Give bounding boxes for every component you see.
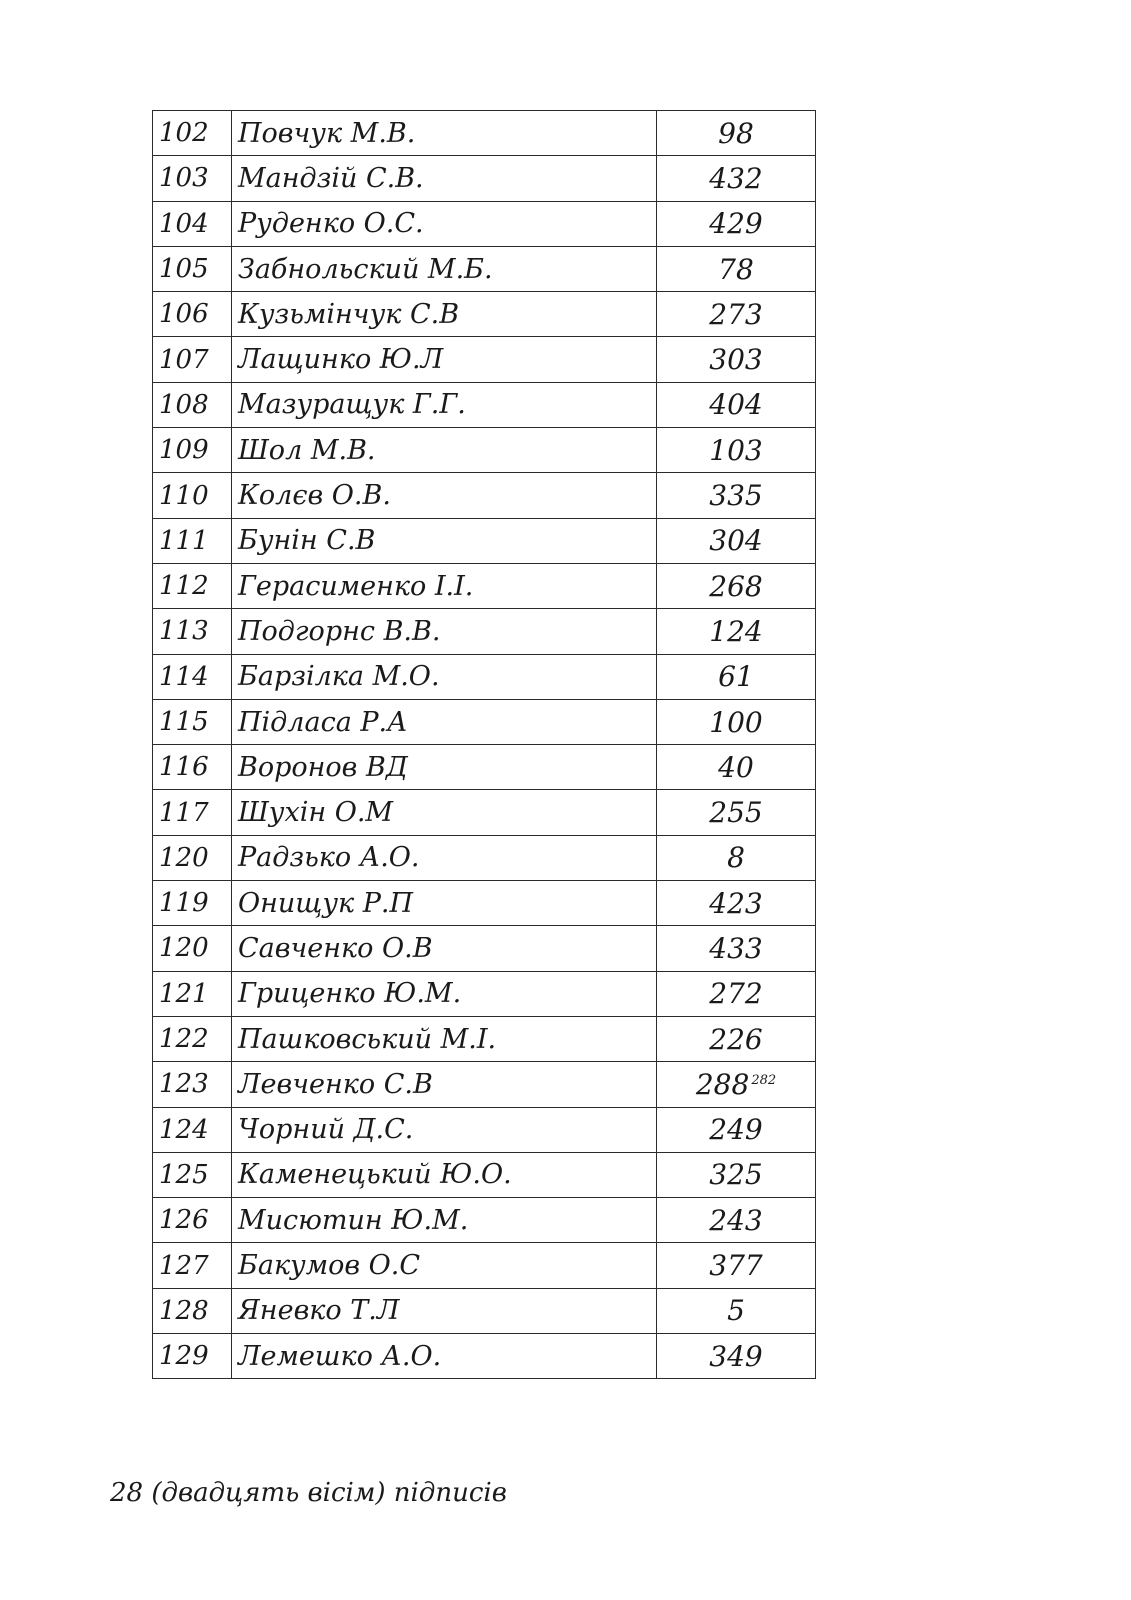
row-number: 129 [153,1334,232,1379]
person-name: Подгорнс В.В. [232,609,657,654]
row-number: 124 [153,1107,232,1152]
person-name: Бунін С.В [232,518,657,563]
table-row [153,654,816,699]
signature-number: 429 [709,207,763,241]
person-name: Шухін О.М [232,790,657,835]
signature-number: 103 [709,433,763,467]
signature-number: 8 [727,841,745,875]
row-number: 120 [153,926,232,971]
table-row [153,835,816,880]
person-name: Яневко Т.Л [232,1288,657,1333]
signature-value [657,881,816,926]
row-number: 106 [153,292,232,337]
signature-value [657,518,816,563]
signature-number: 5 [727,1294,745,1328]
table-row [153,428,816,473]
person-name: Підласа Р.А [232,699,657,744]
table-row [153,745,816,790]
row-number: 119 [153,881,232,926]
signature-number: 243 [709,1203,763,1237]
person-name: Чорний Д.С. [232,1107,657,1152]
signature-number: 304 [709,524,763,558]
table-row [153,111,816,156]
signature-value [657,382,816,427]
row-number: 111 [153,518,232,563]
table-row [153,971,816,1016]
signature-table [152,110,816,1379]
person-name: Барзілка М.О. [232,654,657,699]
signature-number: 349 [709,1339,763,1373]
row-number: 113 [153,609,232,654]
row-number: 116 [153,745,232,790]
table-row [153,1152,816,1197]
row-number: 108 [153,382,232,427]
signature-value [657,1334,816,1379]
table-row [153,1016,816,1061]
row-number: 105 [153,246,232,291]
signature-value [657,1016,816,1061]
row-number: 127 [153,1243,232,1288]
row-number: 109 [153,428,232,473]
signature-number: 303 [709,343,763,377]
signature-number: 423 [709,886,763,920]
person-name: Савченко О.В [232,926,657,971]
signature-number: 98 [718,116,754,150]
signature-number: 124 [709,614,763,648]
table-row [153,337,816,382]
table-row [153,790,816,835]
signature-value [657,111,816,156]
person-name: Онищук Р.П [232,881,657,926]
person-name: Забнольский М.Б. [232,246,657,291]
person-name: Лемешко А.О. [232,1334,657,1379]
signature-value [657,699,816,744]
row-number: 104 [153,201,232,246]
table-row [153,246,816,291]
row-number: 122 [153,1016,232,1061]
signature-number: 100 [709,705,763,739]
table-row [153,518,816,563]
row-number: 123 [153,1062,232,1107]
signature-number: 273 [709,297,763,331]
signature-number: 226 [709,1022,763,1056]
signature-value [657,835,816,880]
person-name: Колєв О.В. [232,473,657,518]
person-name: Руденко О.С. [232,201,657,246]
footer-note: 28 (двадцять вісім) підписів [110,1478,507,1508]
row-number: 128 [153,1288,232,1333]
signature-number: 288 [695,1067,750,1101]
signature-number: 433 [709,931,763,965]
person-name: Радзько А.О. [232,835,657,880]
person-name: Воронов ВД [232,745,657,790]
row-number: 115 [153,699,232,744]
person-name: Левченко С.В [232,1062,657,1107]
person-name: Гриценко Ю.М. [232,971,657,1016]
signature-value [657,654,816,699]
row-number: 110 [153,473,232,518]
signature-value [657,563,816,608]
signature-value [657,609,816,654]
signature-value [657,790,816,835]
table-row [153,156,816,201]
signature-number: 335 [709,479,763,513]
person-name: Герасименко І.І. [232,563,657,608]
signature-number: 272 [709,977,763,1011]
signature-value [657,473,816,518]
row-number: 114 [153,654,232,699]
signature-value [657,1107,816,1152]
row-number: 126 [153,1198,232,1243]
signature-note: 282 [751,1072,777,1088]
table-row [153,881,816,926]
signature-value [657,1243,816,1288]
row-number: 102 [153,111,232,156]
person-name: Лащинко Ю.Л [232,337,657,382]
signature-number: 268 [709,569,763,603]
signature-value [657,246,816,291]
table-row [153,609,816,654]
table-row [153,563,816,608]
person-name: Повчук М.В. [232,111,657,156]
signature-number: 255 [709,796,763,830]
signature-value [657,1062,816,1107]
signature-number: 40 [718,750,754,784]
signature-value [657,201,816,246]
signature-number: 61 [718,660,754,694]
table-row [153,1107,816,1152]
row-number: 112 [153,563,232,608]
row-number: 120 [153,835,232,880]
table-row [153,1243,816,1288]
table-row [153,292,816,337]
person-name: Шол М.В. [232,428,657,473]
row-number: 107 [153,337,232,382]
table-row [153,382,816,427]
person-name: Бакумов О.С [232,1243,657,1288]
table-row [153,926,816,971]
table-row [153,1288,816,1333]
row-number: 125 [153,1152,232,1197]
signature-number: 249 [709,1113,763,1147]
person-name: Мисютин Ю.М. [232,1198,657,1243]
signature-value [657,745,816,790]
person-name: Мандзій С.В. [232,156,657,201]
signature-value [657,292,816,337]
person-name: Кузьмінчук С.В [232,292,657,337]
signature-value [657,926,816,971]
table-row [153,201,816,246]
table-row [153,1198,816,1243]
person-name: Пашковський М.І. [232,1016,657,1061]
table-row [153,1334,816,1379]
table-row [153,1062,816,1107]
person-name: Каменецький Ю.О. [232,1152,657,1197]
signature-number: 404 [709,388,763,422]
signature-value [657,337,816,382]
signature-value [657,428,816,473]
signature-value [657,971,816,1016]
signature-value [657,1198,816,1243]
table-row [153,473,816,518]
signature-number: 377 [709,1249,763,1283]
signature-number: 78 [718,252,754,286]
signature-value [657,1288,816,1333]
signature-value [657,156,816,201]
row-number: 121 [153,971,232,1016]
signature-value [657,1152,816,1197]
person-name: Мазуращук Г.Г. [232,382,657,427]
signature-number: 325 [709,1158,763,1192]
table-row [153,699,816,744]
signature-number: 432 [709,161,763,195]
row-number: 103 [153,156,232,201]
row-number: 117 [153,790,232,835]
